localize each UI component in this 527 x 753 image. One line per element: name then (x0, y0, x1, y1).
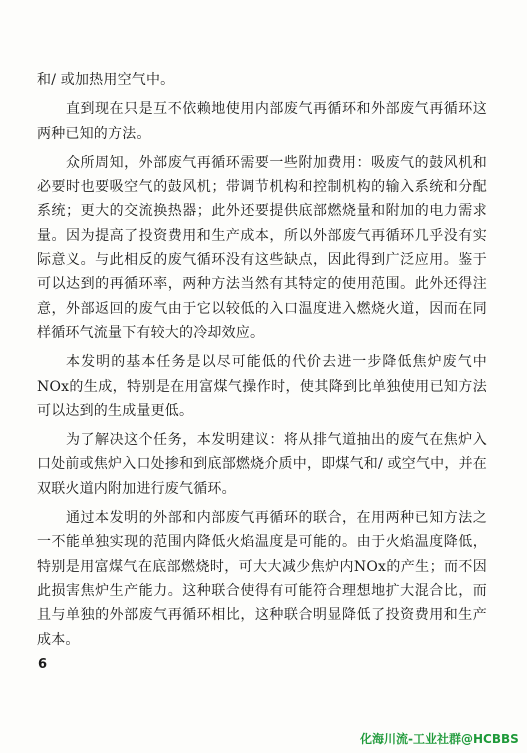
paragraph-1: 和/ 或加热用空气中。 (37, 72, 175, 88)
paragraph-5: 为了解决这个任务，本发明建议：将从排气道抽出的废气在焦炉入口处前或焦炉入口处掺和到底部燃烧介质中，即煤气和/ 或空气中，并在双联火道内附加进行废气循环。 (37, 432, 487, 497)
watermark-text: 化海川流-工业社群@HCBBS (360, 732, 519, 746)
page-number: 6 (38, 657, 48, 672)
paragraph-3: 众所周知，外部废气再循环需要一些附加费用：吸废气的鼓风机和必要时也要吸空气的鼓风机；带调节机构和控制机构的输入系统和分配系统；更大的交流换热器；此外还要提供底部燃烧量和附加的电力需求量。因为提高了投资费用和生产成本，所以外部废气再循环几乎没有实际意义。与此相反的废气循环没有这些缺点，因此得到广泛应用。鉴于可以达到的再循环率，两种方法当然有其特定的使用范围。此外还得注意，外部返回的废气由于它以较低的入口温度进入燃烧火道，因而在同样循环气流量下有较大的冷却效应。 (37, 154, 487, 341)
paragraph-4: 本发明的基本任务是以尽可能低的代价去进一步降低焦炉废气中NOx的生成，特别是在用富煤气操作时，使其降到比单独使用已知方法可以达到的生成量更低。 (37, 354, 487, 419)
paragraph-2: 直到现在只是互不依赖地使用内部废气再循环和外部废气再循环这两种已知的方法。 (37, 101, 487, 142)
body-text (37, 68, 487, 657)
paragraph-6: 通过本发明的外部和内部废气再循环的联合，在用两种已知方法之一不能单独实现的范围内降低火焰温度是可能的。由于火焰温度降低，特别是用富煤气在底部燃烧时，可大大减少焦炉内NOx的产生；而不因此损害焦炉生产能力。这种联合使得有可能符合理想地扩大混合比，而且与单独的外部废气再循环相比，这种联合明显降低了投资费用和生产成本。 (37, 510, 487, 648)
